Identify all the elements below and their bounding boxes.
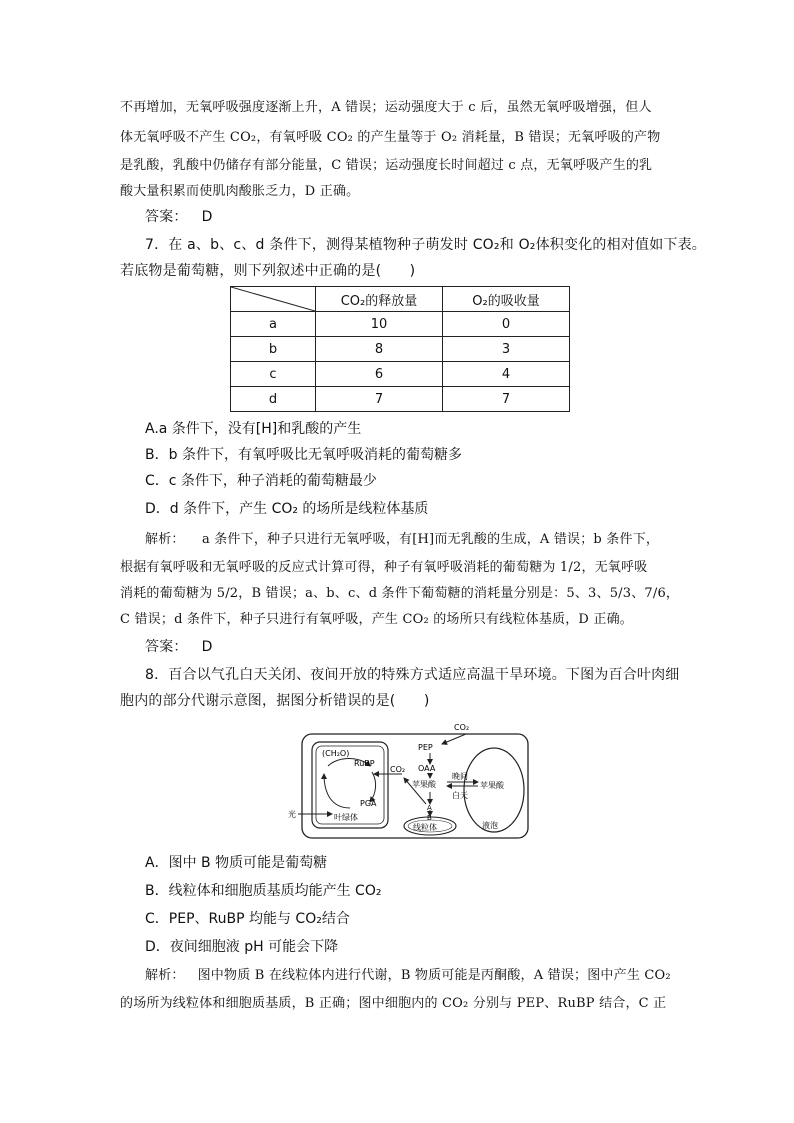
label-light: 光 bbox=[288, 810, 296, 819]
answer-value: D bbox=[201, 639, 213, 655]
table-cell: 6 bbox=[316, 362, 443, 387]
explanation-text: 图中物质 B 在线粒体内进行代谢，B 物质可能是丙酮酸，A 错误；图中产生 CO₂ bbox=[197, 968, 671, 983]
prev-answer bbox=[145, 206, 213, 226]
table-row bbox=[231, 387, 570, 412]
table-row bbox=[231, 312, 570, 337]
explanation-text: a 条件下，种子只进行无氧呼吸，有[H]而无乳酸的生成，A 错误；b 条件下， bbox=[201, 532, 660, 547]
vacuole bbox=[464, 748, 524, 832]
label-b: B bbox=[427, 814, 432, 822]
table-header-row bbox=[231, 287, 570, 312]
q7-explanation-line-1 bbox=[145, 528, 659, 547]
q8-explanation-line-2: 的场所为线粒体和细胞质基质，B 正确；图中细胞内的 CO₂ 分别与 PEP、RuBP 结合，C 正 bbox=[120, 996, 667, 1011]
label-night: 晚间 bbox=[452, 772, 468, 781]
diagonal-line bbox=[231, 287, 315, 311]
label-pga: PGA bbox=[360, 799, 377, 808]
table-cell: c bbox=[231, 362, 316, 387]
q8-stem-line-1: 8．百合以气孔白天关闭、夜间开放的特殊方式适应高温干旱环境。下图为百合叶肉细 bbox=[145, 667, 680, 683]
label-pep: PEP bbox=[418, 743, 433, 752]
table-row bbox=[231, 362, 570, 387]
table-cell: 7 bbox=[443, 387, 570, 412]
prev-explanation-line-4: 酸大量积累而使肌肉酸胀乏力，D 正确。 bbox=[120, 184, 360, 199]
q7-data-table bbox=[230, 286, 570, 412]
arrow-co2-to-pep bbox=[442, 734, 466, 744]
label-malic-right: 苹果酸 bbox=[480, 781, 504, 790]
table-cell: b bbox=[231, 337, 316, 362]
table-cell: 8 bbox=[316, 337, 443, 362]
label-chloroplast: 叶绿体 bbox=[334, 813, 358, 822]
prev-explanation-line-1: 不再增加，无氧呼吸强度逐渐上升，A 错误；运动强度大于 c 后，虽然无氧呼吸增强，但人 bbox=[120, 100, 652, 115]
table-header-cell: CO₂的释放量 bbox=[316, 287, 443, 312]
q7-explanation-line-4: C 错误；d 条件下，种子只进行有氧呼吸，产生 CO₂ 的场所只有线粒体基质，D 正确。 bbox=[120, 612, 633, 627]
q7-explanation-line-3: 消耗的葡萄糖为 5/2，B 错误；a、b、c、d 条件下葡萄糖的消耗量分别是：5、3、5/3、7/6， bbox=[120, 586, 680, 601]
label-vacuole: 液泡 bbox=[482, 821, 498, 830]
explanation-label: 解析： bbox=[145, 532, 185, 547]
q8-option-c: C．PEP、RuBP 均能与 CO₂结合 bbox=[145, 911, 350, 927]
q7-answer bbox=[145, 636, 213, 656]
table-row bbox=[231, 337, 570, 362]
label-ch2o: (CH₂O) bbox=[322, 749, 350, 758]
q7-stem-line-2: 若底物是葡萄糖，则下列叙述中正确的是( ) bbox=[120, 263, 416, 279]
prev-explanation-line-3: 是乳酸，乳酸中仍储存有部分能量，C 错误；运动强度长时间超过 c 点，无氧呼吸产生的乳 bbox=[120, 158, 653, 173]
q7-stem-line-1: 7．在 a、b、c、d 条件下，测得某植物种子萌发时 CO₂和 O₂体积变化的相对值如下表。 bbox=[145, 237, 706, 253]
metabolism-diagram bbox=[280, 722, 530, 842]
prev-explanation-line-2: 体无氧呼吸不产生 CO₂，有氧呼吸 CO₂ 的产生量等于 O₂ 消耗量，B 错误；无氧呼吸的产物 bbox=[120, 130, 661, 145]
table-cell: 10 bbox=[316, 312, 443, 337]
calvin-cycle-arc-right bbox=[370, 772, 376, 802]
q7-explanation-line-2: 根据有氧呼吸和无氧呼吸的反应式计算可得，种子有氧呼吸消耗的葡萄糖为 1/2，无氧呼吸 bbox=[120, 560, 648, 575]
table-cell: 0 bbox=[443, 312, 570, 337]
table-cell: d bbox=[231, 387, 316, 412]
q8-explanation-line-1 bbox=[145, 964, 671, 983]
q8-stem-line-2: 胞内的部分代谢示意图，据图分析错误的是( ) bbox=[120, 693, 430, 709]
label-oaa: OAA bbox=[418, 764, 436, 773]
answer-label: 答案： bbox=[145, 639, 188, 655]
q7-option-b: B．b 条件下，有氧呼吸比无氧呼吸消耗的葡萄糖多 bbox=[145, 447, 462, 463]
label-day: 白天 bbox=[452, 791, 468, 800]
table-cell: 3 bbox=[443, 337, 570, 362]
label-mitochondrion: 线粒体 bbox=[413, 823, 437, 832]
table-cell: 7 bbox=[316, 387, 443, 412]
label-rubp: RuBP bbox=[354, 759, 375, 768]
answer-label: 答案： bbox=[145, 209, 188, 225]
label-co2-mid: CO₂ bbox=[390, 765, 406, 774]
table-cell: 4 bbox=[443, 362, 570, 387]
explanation-label: 解析： bbox=[145, 968, 185, 983]
label-co2-top: CO₂ bbox=[454, 723, 470, 732]
q7-option-a: A.a 条件下，没有[H]和乳酸的产生 bbox=[145, 421, 362, 437]
label-a: A bbox=[427, 804, 432, 812]
q8-option-b: B．线粒体和细胞质基质均能产生 CO₂ bbox=[145, 883, 382, 899]
table-corner-cell bbox=[231, 287, 316, 312]
label-malic-left: 苹果酸 bbox=[412, 780, 436, 789]
answer-value: D bbox=[201, 209, 213, 225]
table-cell: a bbox=[231, 312, 316, 337]
table-header-cell: O₂的吸收量 bbox=[443, 287, 570, 312]
q7-option-d: D．d 条件下，产生 CO₂ 的场所是线粒体基质 bbox=[145, 501, 429, 517]
q7-option-c: C．c 条件下，种子消耗的葡萄糖最少 bbox=[145, 473, 377, 489]
q8-option-a: A．图中 B 物质可能是葡萄糖 bbox=[145, 855, 328, 871]
q8-option-d: D．夜间细胞液 pH 可能会下降 bbox=[145, 939, 339, 955]
calvin-cycle-arc-left bbox=[324, 774, 350, 808]
